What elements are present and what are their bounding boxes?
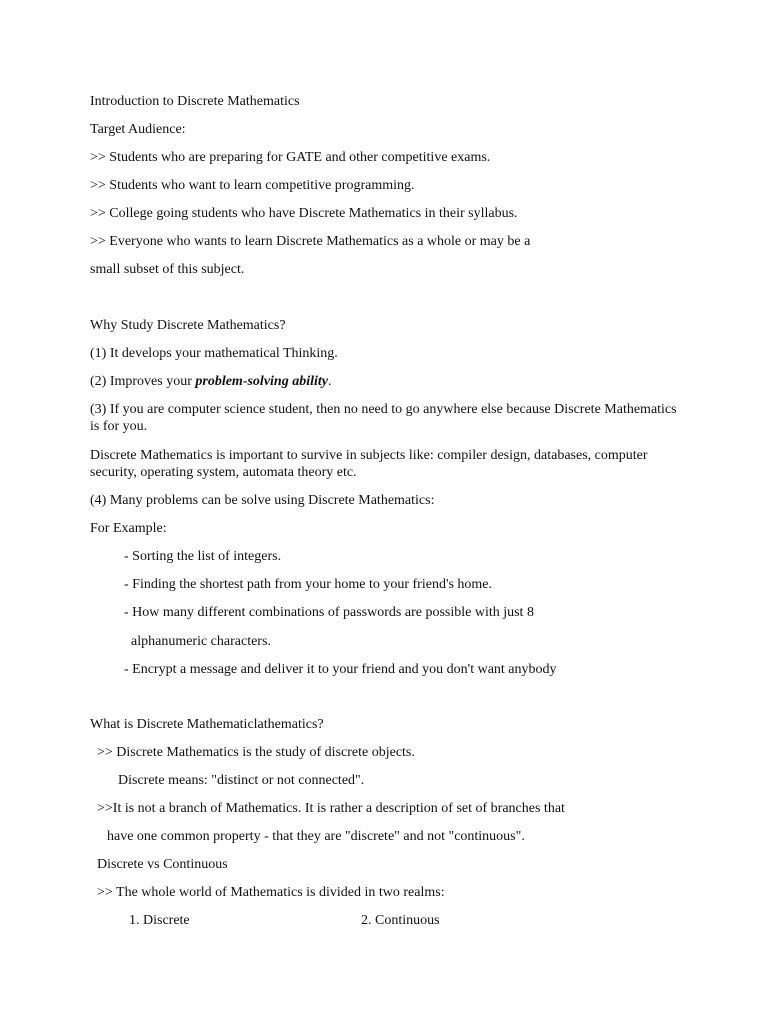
why-study-title: Why Study Discrete Mathematics? (90, 318, 286, 333)
definition-1-sub: Discrete means: "distinct or not connected". (118, 773, 365, 788)
definition-2-sub: have one common property - that they are "discrete" and not "continuous". (107, 829, 525, 844)
discrete-vs-continuous-heading: Discrete vs Continuous (97, 857, 228, 872)
target-audience-label: Target Audience: (90, 122, 186, 137)
audience-item-3: >> College going students who have Discrete Mathematics in their syllabus. (90, 206, 518, 221)
realm-continuous: 2. Continuous (361, 913, 440, 928)
realm-discrete: 1. Discrete (129, 913, 190, 928)
why-point-4: (4) Many problems can be solve using Discrete Mathematics: (90, 493, 435, 508)
why-point-3: (3) If you are computer science student, then no need to go anywhere else because Discrete Mathematics is for you. (90, 402, 677, 434)
realms-statement: >> The whole world of Mathematics is divided in two realms: (97, 885, 445, 900)
what-is-title: What is Discrete Mathematiclathematics? (90, 717, 324, 732)
why-point-2-emphasis: problem-solving ability (195, 374, 328, 389)
example-item-1: - Sorting the list of integers. (124, 549, 282, 564)
why-point-2-prefix: (2) Improves your (90, 374, 196, 389)
why-point-2-suffix: . (327, 374, 332, 389)
why-point-1: (1) It develops your mathematical Thinking. (90, 346, 338, 361)
audience-item-4-continued: small subset of this subject. (90, 262, 245, 277)
for-example-label: For Example: (90, 521, 167, 536)
audience-item-2: >> Students who want to learn competitive programming. (90, 178, 415, 193)
example-item-3-continued: alphanumeric characters. (131, 634, 271, 649)
example-item-4: - Encrypt a message and deliver it to your friend and you don't want anybody (124, 662, 557, 677)
intro-title: Introduction to Discrete Mathematics (90, 94, 300, 109)
audience-item-4: >> Everyone who wants to learn Discrete Mathematics as a whole or may be a (90, 234, 531, 249)
importance-paragraph: Discrete Mathematics is important to survive in subjects like: compiler design, databases, computer security, operating system, automata theory etc. (90, 448, 648, 480)
why-point-2 (90, 373, 331, 390)
example-item-2: - Finding the shortest path from your home to your friend's home. (124, 577, 493, 592)
definition-1: >> Discrete Mathematics is the study of discrete objects. (97, 745, 415, 760)
definition-2: >>It is not a branch of Mathematics. It is rather a description of set of branches that (97, 801, 565, 816)
audience-item-1: >> Students who are preparing for GATE and other competitive exams. (90, 150, 491, 165)
example-item-3: - How many different combinations of passwords are possible with just 8 (124, 605, 534, 620)
